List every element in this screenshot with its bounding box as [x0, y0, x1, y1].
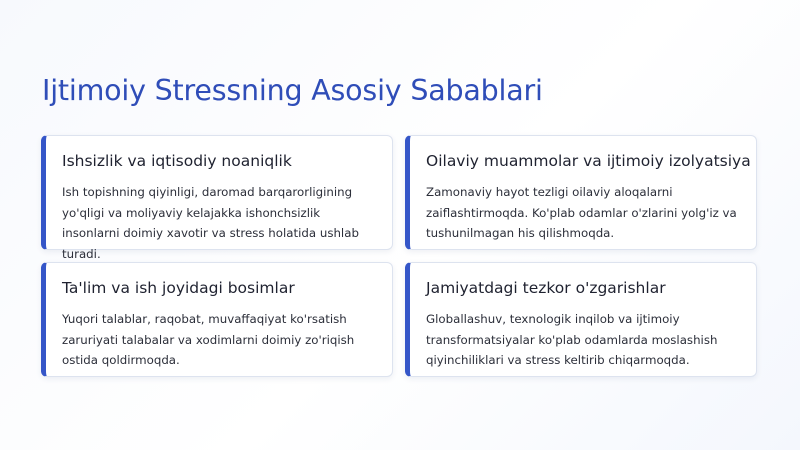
cause-card-social-change — [405, 262, 757, 377]
cause-card-education-work-pressure — [41, 262, 393, 377]
card-title: Jamiyatdagi tezkor o'zgarishlar — [426, 279, 666, 297]
card-text: Yuqori talablar, raqobat, muvaffaqiyat ko'rsatish zaruriyati talabalar va xodimlarni doimiy zo'riqish ostida qoldirmoqda. — [62, 312, 355, 367]
card-title: Oilaviy muammolar va ijtimoiy izolyatsiya — [426, 152, 751, 170]
card-title: Ta'lim va ish joyidagi bosimlar — [62, 279, 295, 297]
slide-title: Ijtimoiy Stressning Asosiy Sabablari — [42, 74, 543, 107]
cause-card-unemployment — [41, 135, 393, 261]
card-text: Ish topishning qiyinligi, daromad barqarorligining yo'qligi va moliyaviy kelajakka ishonchsizlik insonlarni doimiy xavotir va stress holatida ushlab turadi. — [62, 185, 359, 261]
card-text: Globallashuv, texnologik inqilob va ijtimoiy transformatsiyalar ko'plab odamlarda moslashish qiyinchiliklari va stress keltirib chiqarmoqda. — [426, 312, 718, 367]
cause-card-family-isolation — [405, 135, 757, 250]
causes-grid — [41, 135, 757, 377]
card-text: Zamonaviy hayot tezligi oilaviy aloqalarni zaiflashtirmoqda. Ko'plab odamlar o'zlarini yolg'iz va tushunilmagan his qilishmoqda. — [426, 185, 737, 240]
card-title: Ishsizlik va iqtisodiy noaniqlik — [62, 152, 292, 170]
